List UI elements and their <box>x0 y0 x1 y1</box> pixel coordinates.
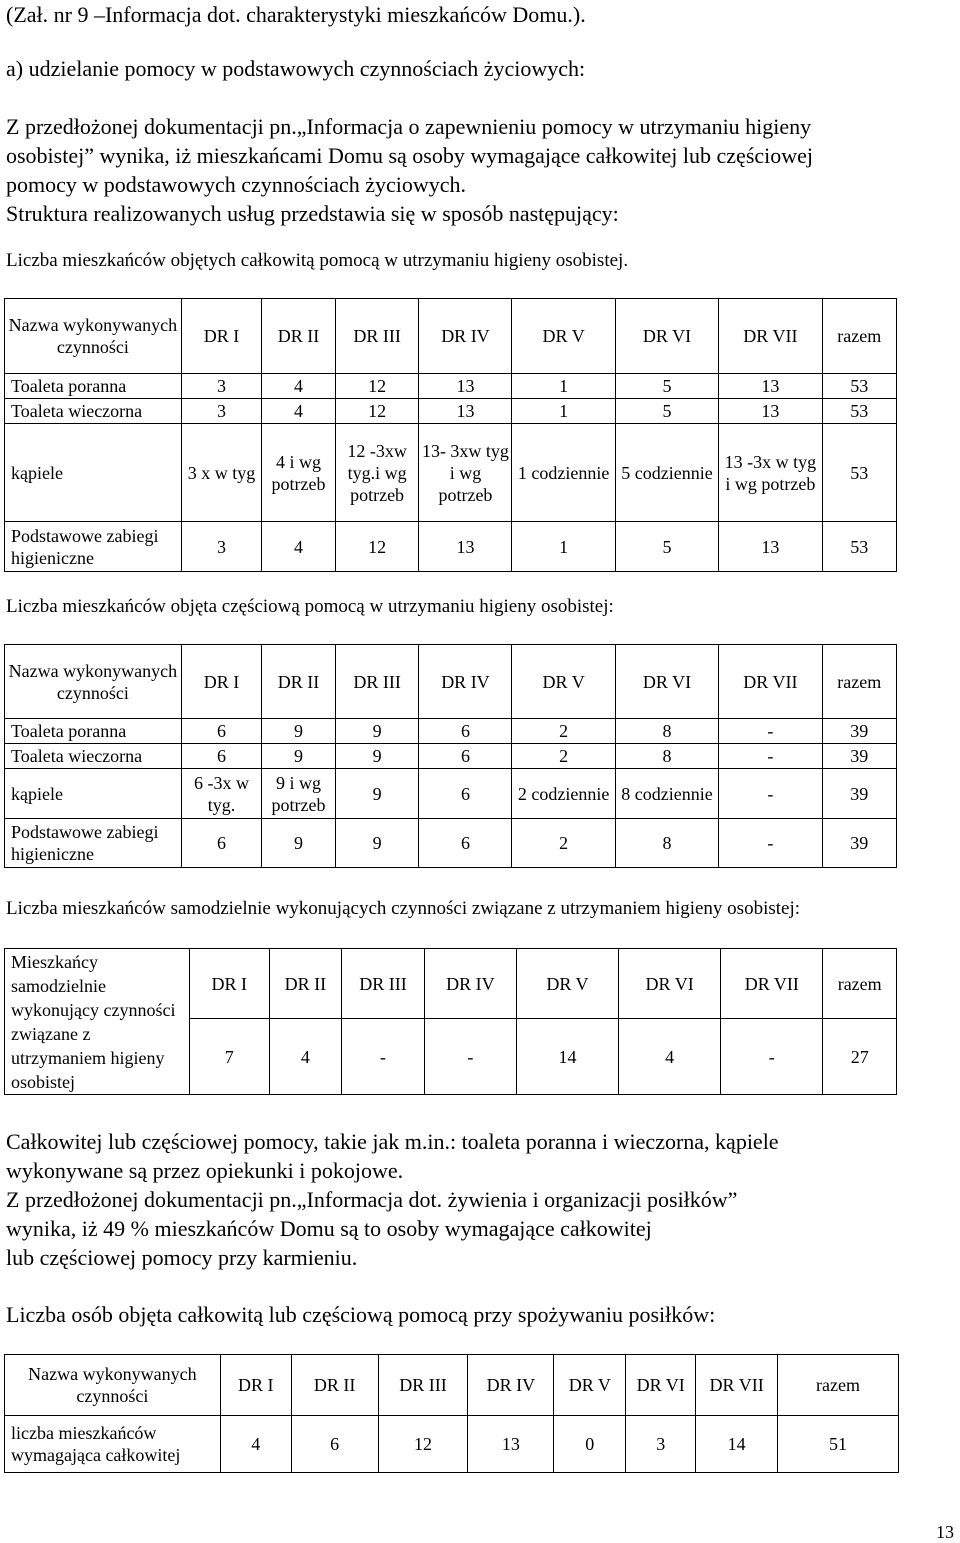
cell: 2 <box>512 719 615 744</box>
cell: 53 <box>822 522 896 572</box>
row-label: kąpiele <box>5 424 182 522</box>
cell: - <box>719 719 822 744</box>
cell: 8 <box>615 819 718 868</box>
header-cell: DR VI <box>626 1355 696 1416</box>
cell: - <box>719 819 822 868</box>
cell: 14 <box>696 1416 778 1473</box>
cell: 13 -3x w tyg i wg potrzeb <box>719 424 822 522</box>
row-label: Toaleta poranna <box>5 719 182 744</box>
page-number: 13 <box>936 1522 954 1542</box>
cell: 51 <box>778 1416 899 1473</box>
table-row <box>5 769 897 819</box>
cell: 39 <box>822 819 896 868</box>
header-cell: razem <box>822 645 896 719</box>
header-cell: DR I <box>189 949 269 1019</box>
header-cell: DR II <box>269 949 342 1019</box>
header-cell: DR V <box>516 949 618 1019</box>
cell: 13 <box>719 522 822 572</box>
cell: 9 <box>335 719 419 744</box>
cell: 8 <box>615 719 718 744</box>
cell: 6 -3x w tyg. <box>181 769 262 819</box>
row-label: Toaleta poranna <box>5 374 182 399</box>
cell: 9 <box>335 769 419 819</box>
cell: 1 <box>512 522 615 572</box>
cell: 4 <box>220 1416 291 1473</box>
header-cell: DR III <box>378 1355 468 1416</box>
cell: 5 <box>615 374 718 399</box>
header-name-cell: Nazwa wykonywanych czynności <box>5 299 182 374</box>
cell: 12 <box>335 374 419 399</box>
table-partial-help <box>4 644 897 868</box>
cell: 7 <box>189 1019 269 1095</box>
header-cell: DR I <box>220 1355 291 1416</box>
cell: - <box>719 744 822 769</box>
cell: 4 <box>262 399 335 424</box>
cell: 3 <box>181 399 262 424</box>
cell: - <box>721 1019 823 1095</box>
row-label: Podstawowe zabiegi higieniczne <box>5 522 182 572</box>
section-heading-a: a) udzielanie pomocy w podstawowych czynnościach życiowych: <box>6 56 586 81</box>
header-cell: DR VI <box>615 645 718 719</box>
cell: 9 <box>262 744 335 769</box>
cell: - <box>342 1019 425 1095</box>
table2-caption: Liczba mieszkańców objęta częściową pomocą w utrzymaniu higieny osobistej: <box>6 596 614 617</box>
cell: 13 <box>719 399 822 424</box>
header-cell: DR I <box>181 645 262 719</box>
cell: 53 <box>822 374 896 399</box>
cell: 1 codziennie <box>512 424 615 522</box>
cell: 6 <box>419 819 512 868</box>
cell: 6 <box>181 744 262 769</box>
cell: 9 <box>262 819 335 868</box>
cell: 14 <box>516 1019 618 1095</box>
cell: 6 <box>419 744 512 769</box>
table-self-care <box>4 948 897 1095</box>
table3-caption: Liczba mieszkańców samodzielnie wykonujących czynności związane z utrzymaniem higieny osobistej: <box>6 898 801 919</box>
cell: 6 <box>181 719 262 744</box>
cell: - <box>719 769 822 819</box>
cell: 13 <box>419 522 512 572</box>
cell: 13 <box>719 374 822 399</box>
header-cell: razem <box>823 949 897 1019</box>
cell: 12 -3xw tyg.i wg potrzeb <box>335 424 419 522</box>
cell: 3 <box>181 374 262 399</box>
header-cell: DR I <box>181 299 262 374</box>
cell: 53 <box>822 424 896 522</box>
table-row <box>5 522 897 572</box>
cell: 6 <box>419 719 512 744</box>
cell: 4 <box>262 374 335 399</box>
table-row <box>5 424 897 522</box>
cell: 1 <box>512 374 615 399</box>
cell: 39 <box>822 769 896 819</box>
table-row <box>5 744 897 769</box>
header-cell: DR IV <box>419 299 512 374</box>
cell: 9 <box>335 744 419 769</box>
cell: 2 codziennie <box>512 769 615 819</box>
table-header-row <box>5 1355 899 1416</box>
table-meal-help <box>4 1354 899 1473</box>
table4-caption: Liczba osób objęta całkowitą lub częściową pomocą przy spożywaniu posiłków: <box>6 1302 716 1327</box>
cell: 6 <box>419 769 512 819</box>
cell: 9 <box>335 819 419 868</box>
header-cell: DR III <box>342 949 425 1019</box>
cell: 9 <box>262 719 335 744</box>
header-cell: DR V <box>554 1355 626 1416</box>
cell: 53 <box>822 399 896 424</box>
table-row <box>5 399 897 424</box>
table-row <box>5 374 897 399</box>
cell: 9 i wg potrzeb <box>262 769 335 819</box>
cell: 1 <box>512 399 615 424</box>
row-label: Mieszkańcy samodzielnie wykonujący czynności związane z utrzymaniem higieny osobistej <box>5 949 190 1095</box>
cell: 6 <box>291 1416 378 1473</box>
header-cell: DR III <box>335 645 419 719</box>
cell: 12 <box>335 399 419 424</box>
header-cell: DR VII <box>721 949 823 1019</box>
cell: 13 <box>419 374 512 399</box>
row-label: Podstawowe zabiegi higieniczne <box>5 819 182 868</box>
header-cell: DR II <box>262 645 335 719</box>
cell: 5 <box>615 399 718 424</box>
cell: 12 <box>378 1416 468 1473</box>
cell: 4 i wg potrzeb <box>262 424 335 522</box>
cell: 39 <box>822 744 896 769</box>
row-label: liczba mieszkańców wymagająca całkowitej <box>5 1416 221 1473</box>
header-cell: DR VII <box>719 645 822 719</box>
cell: 13 <box>419 399 512 424</box>
header-cell: razem <box>822 299 896 374</box>
header-cell: razem <box>778 1355 899 1416</box>
header-cell: DR II <box>291 1355 378 1416</box>
cell: 4 <box>262 522 335 572</box>
table-header-row <box>5 299 897 374</box>
cell: 4 <box>619 1019 721 1095</box>
cell: 39 <box>822 719 896 744</box>
header-cell: DR IV <box>419 645 512 719</box>
cell: 12 <box>335 522 419 572</box>
table-row <box>5 719 897 744</box>
cell: 6 <box>181 819 262 868</box>
header-cell: DR IV <box>468 1355 554 1416</box>
header-cell: DR II <box>262 299 335 374</box>
cell: 0 <box>554 1416 626 1473</box>
cell: 13 <box>468 1416 554 1473</box>
table1-caption: Liczba mieszkańców objętych całkowitą pomocą w utrzymaniu higieny osobistej. <box>6 250 629 271</box>
cell: 3 x w tyg <box>181 424 262 522</box>
doc-line-attachment: (Zał. nr 9 –Informacja dot. charakterystyki mieszkańców Domu.). <box>6 2 586 27</box>
table-header-row <box>5 949 897 1019</box>
cell: 2 <box>512 819 615 868</box>
row-label: Toaleta wieczorna <box>5 744 182 769</box>
header-cell: DR IV <box>424 949 516 1019</box>
cell: 27 <box>823 1019 897 1095</box>
header-cell: DR V <box>512 299 615 374</box>
cell: 8 codziennie <box>615 769 718 819</box>
cell: 5 codziennie <box>615 424 718 522</box>
row-label: kąpiele <box>5 769 182 819</box>
cell: - <box>424 1019 516 1095</box>
table-header-row <box>5 645 897 719</box>
cell: 5 <box>615 522 718 572</box>
cell: 3 <box>181 522 262 572</box>
cell: 8 <box>615 744 718 769</box>
header-cell: DR VI <box>619 949 721 1019</box>
header-name-cell: Nazwa wykonywanych czynności <box>5 645 182 719</box>
header-cell: DR V <box>512 645 615 719</box>
header-name-cell: Nazwa wykonywanych czynności <box>5 1355 221 1416</box>
table-row <box>5 1416 899 1473</box>
table-row <box>5 819 897 868</box>
row-label: Toaleta wieczorna <box>5 399 182 424</box>
header-cell: DR VII <box>719 299 822 374</box>
cell: 13- 3xw tyg i wg potrzeb <box>419 424 512 522</box>
cell: 4 <box>269 1019 342 1095</box>
header-cell: DR VII <box>696 1355 778 1416</box>
cell: 2 <box>512 744 615 769</box>
cell: 3 <box>626 1416 696 1473</box>
header-cell: DR VI <box>615 299 718 374</box>
header-cell: DR III <box>335 299 419 374</box>
table-full-help <box>4 298 897 572</box>
